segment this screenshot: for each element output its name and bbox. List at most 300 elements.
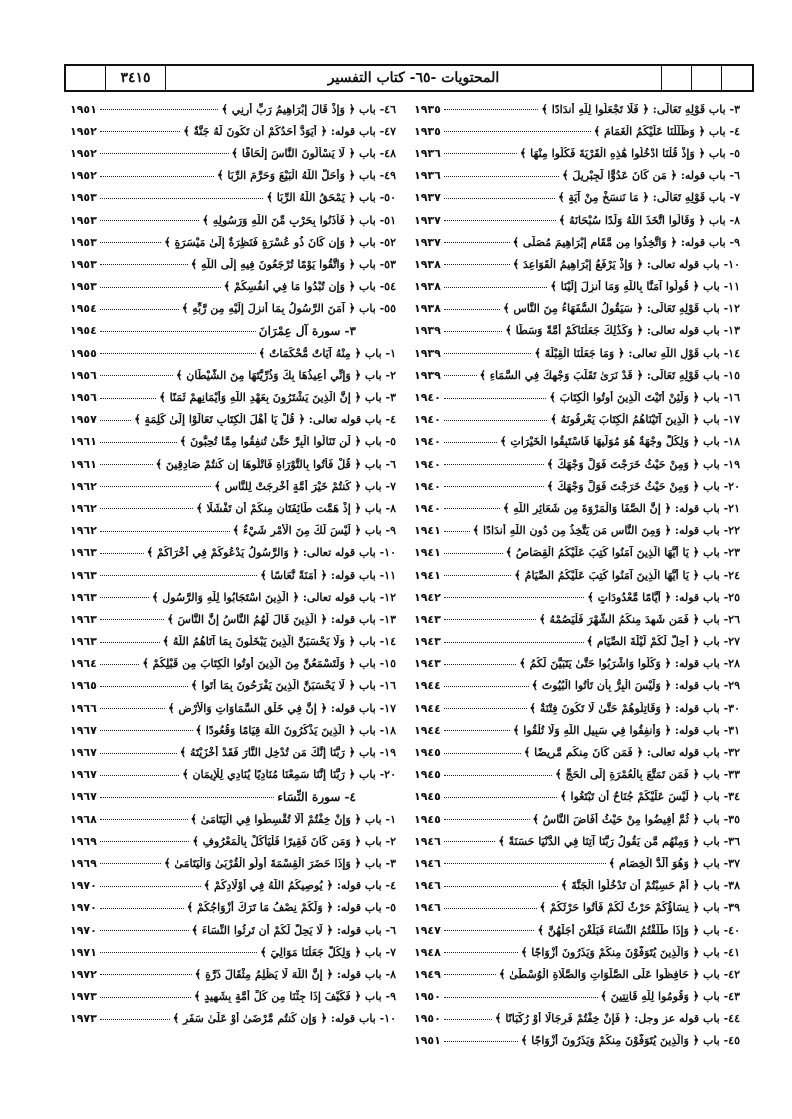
- leader-dots: [100, 397, 156, 399]
- entry-page-number: ١٩٦٣: [70, 612, 97, 626]
- toc-entry: [70, 963, 396, 985]
- entry-page-number: ١٩٣٧: [414, 235, 441, 249]
- entry-title: ٢٥- باب قوله: ﴿ أَيَّامًا مَّعْدُودَاتٍ ﴾: [587, 590, 740, 604]
- leader-dots: [444, 973, 496, 975]
- entry-page-number: ١٩٣٥: [414, 124, 441, 138]
- entry-page-number: ١٩٤٦: [414, 834, 441, 848]
- entry-page-number: ١٩٤٠: [414, 435, 441, 449]
- entry-title: ١٦- باب ﴿ وَلَئِنْ أَتَيْتَ الَّذِينَ أُوتُوا الْكِتَابَ ﴾: [549, 391, 740, 405]
- leader-dots: [100, 618, 164, 620]
- entry-title: ٣٩- باب ﴿ نِسَاؤُكُمْ حَرْثٌ لَّكُمْ فَأْتُوا حَرْثَكُمْ ﴾: [539, 901, 740, 915]
- toc-entry: [414, 520, 740, 542]
- toc-entry: [70, 564, 396, 586]
- entry-page-number: ١٩٤٠: [414, 457, 441, 471]
- toc-entry: [70, 165, 396, 187]
- entry-page-number: ١٩٣٥: [414, 102, 441, 116]
- leader-dots: [100, 796, 274, 798]
- entry-page-number: ١٩٣٦: [414, 169, 441, 183]
- entry-title: ٢٣- باب ﴿ يَا أَيُّهَا الَّذِينَ آمَنُوا كُتِبَ عَلَيْكُمُ الْقِصَاصُ ﴾: [505, 546, 740, 560]
- header-blank-cell: [722, 66, 752, 90]
- leader-dots: [100, 596, 149, 598]
- entry-page-number: ١٩٥٢: [70, 146, 97, 160]
- entry-title: ١٤- باب قَوْلِ اللَّهِ تعالى: ﴿ وَمَا جَعَلْنَا الْقِبْلَةَ ﴾: [534, 346, 740, 360]
- leader-dots: [100, 175, 214, 177]
- entry-page-number: ١٩٥١: [414, 1034, 441, 1048]
- entry-page-number: ١٩٣٧: [414, 213, 441, 227]
- entry-title: ٦- باب ﴿ قُلْ فَأْتُوا بِالتَّوْرَاةِ فَاتْلُوهَا إِن كُنتُمْ صَادِقِينَ ﴾: [155, 457, 396, 471]
- toc-entry: [414, 808, 740, 830]
- leader-dots: [444, 286, 548, 288]
- entry-title: ١٥- باب ﴿ وَلَتَسْمَعُنَّ مِنَ الَّذِينَ أُوتُوا الْكِتَابَ مِن قَبْلِكُمْ ﴾: [142, 657, 396, 671]
- entry-title: ٢٩- باب قوله: ﴿ وَلَيْسَ الْبِرُّ بِأَن تَأْتُوا الْبُيُوتَ ﴾: [531, 679, 740, 693]
- toc-column-right: [414, 98, 740, 1052]
- entry-title: ٨- باب ﴿ وَقَالُوا اتَّخَذَ اللَّهُ وَلَدًا سُبْحَانَهُ ﴾: [558, 213, 740, 227]
- leader-dots: [444, 308, 500, 310]
- toc-entry: [414, 608, 740, 630]
- entry-page-number: ١٩٧١: [70, 945, 97, 959]
- entry-title: ٩- باب قوله: ﴿ وَاتَّخِذُوا مِن مَّقَامِ إِبْرَاهِيمَ مُصَلًّى ﴾: [512, 235, 740, 249]
- entry-page-number: ١٩٤٤: [414, 723, 441, 737]
- entry-title: ١٢- باب قَوْلِهِ تَعَالَى: ﴿ سَيَقُولُ السُّفَهَاءُ مِنَ النَّاسِ ﴾: [503, 302, 740, 316]
- entry-title: ٤١- باب ﴿ وَالَّذِينَ يُتَوَفَّوْنَ مِنكُمْ وَيَذَرُونَ أَزْوَاجًا ﴾: [520, 945, 740, 959]
- section-page: ١٩٥٤: [70, 324, 97, 338]
- leader-dots: [100, 907, 184, 909]
- leader-dots: [100, 507, 193, 509]
- entry-page-number: ١٩٦٧: [70, 768, 97, 782]
- entry-title: ٥١- باب ﴿ فَأْذَنُوا بِحَرْبٍ مِّنَ اللَّهِ وَرَسُولِهِ ﴾: [202, 213, 396, 227]
- entry-title: ١٣- باب قوله تعالى: ﴿ وَكَذَٰلِكَ جَعَلْنَاكُمْ أُمَّةً وَسَطًا ﴾: [505, 324, 740, 338]
- entry-title: ١٢- باب قوله تعالى: ﴿ الَّذِينَ اسْتَجَابُوا لِلَّهِ وَالرَّسُولِ ﴾: [151, 590, 396, 604]
- entry-page-number: ١٩٤٥: [414, 768, 441, 782]
- entry-title: ١٩- باب ﴿ رَبَّنَا إِنَّكَ مَن تُدْخِلِ النَّارَ فَقَدْ أَخْزَيْتَهُ ﴾: [179, 746, 396, 760]
- toc-entry: [70, 542, 396, 564]
- toc-entry: [70, 253, 396, 275]
- leader-dots: [100, 241, 161, 243]
- toc-entry: [70, 741, 396, 763]
- entry-title: ٤٤- باب قوله عز وجل: ﴿ فَإِنْ خِفْتُمْ فَرِجَالًا أَوْ رُكْبَانًا ﴾: [495, 1012, 740, 1026]
- entry-page-number: ١٩٦٩: [70, 856, 97, 870]
- toc-entry: [70, 875, 396, 897]
- entry-title: ٢- باب ﴿ وَمَن كَانَ فَقِيرًا فَلْيَأْكُلْ بِالْمَعْرُوفِ ﴾: [192, 834, 396, 848]
- leader-dots: [100, 752, 177, 754]
- entry-page-number: ١٩٤١: [414, 546, 441, 560]
- toc-entry: [70, 830, 396, 852]
- leader-dots: [444, 951, 518, 953]
- entry-page-number: ١٩٥٣: [70, 257, 97, 271]
- toc-entry: [414, 564, 740, 586]
- leader-dots: [444, 197, 555, 199]
- entry-page-number: ١٩٥٥: [70, 346, 97, 360]
- entry-page-number: ١٩٣٨: [414, 280, 441, 294]
- entry-title: ١٨- باب ﴿ الَّذِينَ يَذْكُرُونَ اللَّهَ قِيَامًا وَقُعُودًا ﴾: [195, 723, 396, 737]
- toc-entry: [414, 741, 740, 763]
- toc-entry: [70, 808, 396, 830]
- entry-page-number: ١٩٥١: [70, 102, 97, 116]
- entry-page-number: ١٩٦٣: [70, 568, 97, 582]
- entry-page-number: ١٩٦٦: [70, 701, 97, 715]
- entry-title: ١٠- باب قوله تعالى: ﴿ وَإِذْ يَرْفَعُ إِبْرَاهِيمُ الْقَوَاعِدَ ﴾: [512, 257, 740, 271]
- leader-dots: [100, 885, 201, 887]
- toc-entry: [414, 897, 740, 919]
- entry-title: ٢٧- باب ﴿ أُحِلَّ لَكُمْ لَيْلَةَ الصِّيَامِ ﴾: [586, 635, 740, 649]
- toc-entry: [70, 453, 396, 475]
- entry-title: ٣- باب ﴿ إِنَّ الَّذِينَ يَشْتَرُونَ بِعَهْدِ اللَّهِ وَأَيْمَانِهِمْ ثَمَنًا ﴾: [159, 391, 396, 405]
- toc-entry: [414, 120, 740, 142]
- entry-title: ١٤- باب ﴿ وَلَا يَحْسَبَنَّ الَّذِينَ يَبْخَلُونَ بِمَا آتَاهُمُ اللَّهُ ﴾: [162, 635, 396, 649]
- entry-page-number: ١٩٤٤: [414, 679, 441, 693]
- entry-title: ٥٢- باب ﴿ وَإِن كَانَ ذُو عُسْرَةٍ فَنَظِرَةٌ إِلَىٰ مَيْسَرَةٍ ﴾: [164, 235, 396, 249]
- entry-page-number: ١٩٦٢: [70, 501, 97, 515]
- entry-page-number: ١٩٦٢: [70, 479, 97, 493]
- entry-page-number: ١٩٦٢: [70, 524, 97, 538]
- toc-entry: [414, 231, 740, 253]
- entry-title: ١١- باب ﴿ قُولُوا آمَنَّا بِاللَّهِ وَمَا أُنزِلَ إِلَيْنَا ﴾: [550, 280, 740, 294]
- toc-entry: [414, 764, 740, 786]
- toc-entry: [414, 786, 740, 808]
- entry-page-number: ١٩٥٢: [70, 124, 97, 138]
- toc-entry: [414, 542, 740, 564]
- entry-title: ٧- باب ﴿ وَلِكُلٍّ جَعَلْنَا مَوَالِيَ ﴾: [260, 945, 396, 959]
- entry-page-number: ١٩٤٩: [414, 967, 441, 981]
- leader-dots: [444, 108, 539, 110]
- leader-dots: [100, 840, 189, 842]
- entry-title: ٣٥- باب ﴿ ثُمَّ أَفِيضُوا مِنْ حَيْثُ أَفَاضَ النَّاسُ ﴾: [532, 812, 740, 826]
- toc-entry: [414, 497, 740, 519]
- leader-dots: [100, 552, 144, 554]
- entry-title: ٤٠- باب ﴿ وَإِذَا طَلَّقْتُمُ النِّسَاءَ فَبَلَغْنَ أَجَلَهُنَّ ﴾: [537, 923, 740, 937]
- entry-page-number: ١٩٤٠: [414, 391, 441, 405]
- toc-entry: [414, 852, 740, 874]
- leader-dots: [444, 330, 502, 332]
- entry-title: ١٧- باب قوله: ﴿ إِنَّ فِي خَلْقِ السَّمَاوَاتِ وَالْأَرْضِ ﴾: [168, 701, 396, 715]
- toc-entry: [414, 165, 740, 187]
- toc-entry: [414, 986, 740, 1008]
- surah-heading-nisa: [70, 786, 396, 808]
- section-title: ٣- سورة آل عِمْرَانَ: [258, 323, 356, 338]
- toc-entry: [414, 631, 740, 653]
- toc-entry: [70, 120, 396, 142]
- entry-page-number: ١٩٣٩: [414, 346, 441, 360]
- entry-title: ٣٦- باب ﴿ وَمِنْهُم مَّن يَقُولُ رَبَّنَا آتِنَا فِي الدُّنْيَا حَسَنَةً ﴾: [498, 834, 740, 848]
- entry-title: ٨- باب ﴿ إِذْ هَمَّت طَّائِفَتَانِ مِنكُمْ أَن تَفْشَلَا ﴾: [196, 501, 396, 515]
- toc-entry: [414, 209, 740, 231]
- entry-title: ٤٦- باب ﴿ وَإِذْ قَالَ إِبْرَاهِيمُ رَبِّ أَرِنِي ﴾: [221, 102, 396, 116]
- entry-page-number: ١٩٤٠: [414, 479, 441, 493]
- toc-entry: [70, 497, 396, 519]
- toc-entry: [70, 209, 396, 231]
- entry-title: ٧- باب قَوْلِهِ تَعَالَى: ﴿ مَا نَنسَخْ مِنْ آيَةٍ ﴾: [558, 191, 740, 205]
- toc-entry: [70, 364, 396, 386]
- toc-entry: [70, 986, 396, 1008]
- leader-dots: [100, 463, 153, 465]
- entry-page-number: ١٩٥٧: [70, 413, 97, 427]
- entry-title: ١٣- باب قوله: ﴿ الَّذِينَ قَالَ لَهُمُ النَّاسُ إِنَّ النَّاسَ ﴾: [167, 612, 396, 626]
- entry-title: ٥٤- باب ﴿ وَإِن تُبْدُوا مَا فِي أَنفُسِكُمْ ﴾: [223, 280, 396, 294]
- toc-entry: [70, 431, 396, 453]
- toc-entry: [414, 364, 740, 386]
- entry-page-number: ١٩٣٩: [414, 324, 441, 338]
- entry-page-number: ١٩٤٠: [414, 413, 441, 427]
- entry-page-number: ١٩٧٠: [70, 879, 97, 893]
- entry-page-number: ١٩٥٣: [70, 191, 97, 205]
- leader-dots: [444, 352, 532, 354]
- entry-page-number: ١٩٦٩: [70, 834, 97, 848]
- entry-page-number: ١٩٤٥: [414, 790, 441, 804]
- toc-entry: [414, 453, 740, 475]
- leader-dots: [100, 419, 131, 421]
- entry-page-number: ١٩٦٤: [70, 657, 97, 671]
- leader-dots: [444, 707, 527, 709]
- toc-entry: [70, 719, 396, 741]
- entry-page-number: ١٩٧٠: [70, 901, 97, 915]
- header-blank-cell: [662, 66, 692, 90]
- entry-title: ٧- باب ﴿ كُنتُمْ خَيْرَ أُمَّةٍ أُخْرِجَتْ لِلنَّاسِ ﴾: [214, 479, 396, 493]
- toc-entry: [70, 697, 396, 719]
- toc-entry: [414, 409, 740, 431]
- entry-page-number: ١٩٤٧: [414, 923, 441, 937]
- leader-dots: [444, 1018, 492, 1020]
- leader-dots: [444, 729, 510, 731]
- toc-entry: [70, 941, 396, 963]
- entry-page-number: ١٩٥٦: [70, 391, 97, 405]
- entry-page-number: ١٩٤٦: [414, 901, 441, 915]
- entry-title: ٣- باب قَوْلِهِ تَعَالَى: ﴿ فَلَا تَجْعَلُوا لِلَّهِ أَندَادًا ﴾: [541, 102, 740, 116]
- toc-entry: [70, 520, 396, 542]
- entry-title: ٥٥- باب ﴿ آمَنَ الرَّسُولُ بِمَا أُنزِلَ إِلَيْهِ مِن رَّبِّهِ ﴾: [181, 302, 396, 316]
- leader-dots: [100, 263, 188, 265]
- entry-page-number: ١٩٥٠: [414, 990, 441, 1004]
- leader-dots: [444, 618, 536, 620]
- toc-entry: [414, 1008, 740, 1030]
- entry-title: ٢٤- باب ﴿ يَا أَيُّهَا الَّذِينَ آمَنُوا كُتِبَ عَلَيْكُمُ الصِّيَامُ ﴾: [514, 568, 740, 582]
- entry-page-number: ١٩٤٨: [414, 945, 441, 959]
- leader-dots: [444, 1040, 518, 1042]
- entry-title: ٨- باب قوله: ﴿ إِنَّ اللَّهَ لَا يَظْلِمُ مِثْقَالَ ذَرَّةٍ ﴾: [194, 967, 396, 981]
- entry-page-number: ١٩٤٥: [414, 746, 441, 760]
- leader-dots: [444, 463, 544, 465]
- leader-dots: [444, 885, 558, 887]
- header-blank-cell: [692, 66, 722, 90]
- toc-entry: [70, 298, 396, 320]
- toc-entry: [70, 231, 396, 253]
- leader-dots: [100, 951, 257, 953]
- entry-page-number: ١٩٦٣: [70, 590, 97, 604]
- leader-dots: [100, 308, 179, 310]
- entry-title: ٦- باب قوله: ﴿ مَن كَانَ عَدُوًّا لِّجِبْرِيلَ ﴾: [562, 169, 740, 183]
- entry-title: ١٥- باب قَوْلِهِ تَعَالَى: ﴿ قَدْ نَرَىٰ تَقَلُّبَ وَجْهِكَ فِي السَّمَاءِ ﴾: [479, 368, 740, 382]
- toc-entry: [414, 342, 740, 364]
- entry-page-number: ١٩٤١: [414, 568, 441, 582]
- toc-entry: [414, 675, 740, 697]
- entry-title: ١٧- باب ﴿ الَّذِينَ آتَيْنَاهُمُ الْكِتَابَ يَعْرِفُونَهُ ﴾: [550, 413, 740, 427]
- toc-entry: [70, 409, 396, 431]
- entry-title: ٢١- باب قوله: ﴿ إِنَّ الصَّفَا وَالْمَرْوَةَ مِن شَعَائِرِ اللَّهِ ﴾: [502, 501, 740, 515]
- toc-entry: [70, 342, 396, 364]
- entry-page-number: ١٩٦٥: [70, 679, 97, 693]
- entry-page-number: ١٩٤٣: [414, 635, 441, 649]
- toc-entry: [70, 764, 396, 786]
- leader-dots: [444, 175, 559, 177]
- leader-dots: [444, 530, 470, 532]
- entry-title: ٩- باب ﴿ لَيْسَ لَكَ مِنَ الْأَمْرِ شَيْءٌ ﴾: [232, 524, 396, 538]
- leader-dots: [444, 574, 512, 576]
- header-page-number: ٣٤١٥: [106, 66, 166, 90]
- entry-title: ١١- باب قوله: ﴿ أَمَنَةً نُّعَاسًا ﴾: [260, 568, 396, 582]
- entry-page-number: ١٩٣٨: [414, 302, 441, 316]
- leader-dots: [444, 907, 537, 909]
- entry-title: ٣- باب ﴿ وَإِذَا حَضَرَ الْقِسْمَةَ أُولُو الْقُرْبَىٰ وَالْيَتَامَىٰ ﴾: [164, 856, 396, 870]
- toc-entry: [414, 875, 740, 897]
- leader-dots: [100, 130, 180, 132]
- leader-dots: [100, 929, 189, 931]
- entry-page-number: ١٩٥٣: [70, 213, 97, 227]
- leader-dots: [444, 507, 500, 509]
- entry-page-number: ١٩٤٦: [414, 856, 441, 870]
- entry-page-number: ١٩٤٣: [414, 612, 441, 626]
- entry-title: ٥٣- باب ﴿ وَاتَّقُوا يَوْمًا تُرْجَعُونَ فِيهِ إِلَى اللَّهِ ﴾: [190, 257, 396, 271]
- toc-entry: [70, 608, 396, 630]
- entry-title: ١٩- باب ﴿ وَمِنْ حَيْثُ خَرَجْتَ فَوَلِّ وَجْهَكَ ﴾: [546, 457, 740, 471]
- entry-title: ٥- باب قوله: ﴿ وَلَكُمْ نِصْفُ مَا تَرَكَ أَزْوَاجُكُمْ ﴾: [186, 901, 396, 915]
- header-title: المحتويات -٦٥- كتاب التفسير: [166, 66, 662, 90]
- page-header: [64, 64, 754, 92]
- entry-page-number: ١٩٣٧: [414, 191, 441, 205]
- section-page: ١٩٦٧: [70, 790, 97, 804]
- entry-title: ٢٢- باب قوله: ﴿ وَمِنَ النَّاسِ مَن يَتَّخِذُ مِن دُونِ اللَّهِ أَندَادًا ﴾: [472, 524, 740, 538]
- entry-title: ٤٨- باب ﴿ لَا يَسْأَلُونَ النَّاسَ إِلْحَافًا ﴾: [231, 146, 396, 160]
- entry-page-number: ١٩٦٧: [70, 723, 97, 737]
- entry-page-number: ١٩٣٦: [414, 146, 441, 160]
- entry-title: ٥٠- باب ﴿ يَمْحَقُ اللَّهُ الرِّبَا ﴾: [266, 191, 396, 205]
- leader-dots: [444, 219, 556, 221]
- entry-page-number: ١٩٤٢: [414, 590, 441, 604]
- leader-dots: [100, 286, 221, 288]
- leader-dots: [100, 973, 192, 975]
- entry-title: ٤- باب قوله: ﴿ يُوصِيكُمُ اللَّهُ فِي أَوْلَادِكُمْ ﴾: [203, 879, 396, 893]
- leader-dots: [100, 374, 173, 376]
- toc-page: [64, 64, 754, 1104]
- entry-page-number: ١٩٤٠: [414, 501, 441, 515]
- leader-dots: [100, 707, 165, 709]
- toc-entry: [70, 897, 396, 919]
- leader-dots: [100, 197, 264, 199]
- leader-dots: [100, 152, 229, 154]
- leader-dots: [100, 818, 188, 820]
- leader-dots: [100, 996, 191, 998]
- entry-page-number: ١٩٤٦: [414, 879, 441, 893]
- toc-entry: [414, 653, 740, 675]
- leader-dots: [444, 641, 584, 643]
- entry-title: ٣٢- باب قوله تعالى: ﴿ فَمَن كَانَ مِنكُم مَّرِيضًا ﴾: [523, 746, 740, 760]
- leader-dots: [444, 596, 585, 598]
- leader-dots: [444, 796, 557, 798]
- leader-dots: [444, 441, 497, 443]
- entry-title: ١٨- باب ﴿ وَلِكُلٍّ وِجْهَةٌ هُوَ مُوَلِّيهَا فَاسْتَبِقُوا الْخَيْرَاتِ ﴾: [500, 435, 740, 449]
- toc-entry: [414, 98, 740, 120]
- entry-page-number: ١٩٥٤: [70, 302, 97, 316]
- leader-dots: [100, 663, 140, 665]
- leader-dots: [100, 729, 193, 731]
- entry-title: ٣٨- باب ﴿ أَمْ حَسِبْتُمْ أَن تَدْخُلُوا الْجَنَّةَ ﴾: [560, 879, 740, 893]
- toc-entry: [70, 631, 396, 653]
- leader-dots: [444, 130, 591, 132]
- entry-page-number: ١٩٥٠: [414, 1012, 441, 1026]
- toc-entry: [414, 1030, 740, 1052]
- entry-title: ١- باب ﴿ مِنْهُ آيَاتٌ مُّحْكَمَاتٌ ﴾: [258, 346, 396, 360]
- toc-entry: [70, 475, 396, 497]
- leader-dots: [100, 108, 219, 110]
- leader-dots: [100, 1018, 170, 1020]
- leader-dots: [100, 574, 257, 576]
- toc-entry: [70, 187, 396, 209]
- entry-title: ٤٥- باب ﴿ وَالَّذِينَ يُتَوَفَّوْنَ مِنكُمْ وَيَذَرُونَ أَزْوَاجًا ﴾: [520, 1034, 740, 1048]
- leader-dots: [444, 263, 510, 265]
- leader-dots: [100, 441, 177, 443]
- entry-page-number: ١٩٥٦: [70, 368, 97, 382]
- entry-page-number: ١٩٦٣: [70, 546, 97, 560]
- leader-dots: [444, 840, 495, 842]
- leader-dots: [100, 685, 188, 687]
- leader-dots: [444, 774, 552, 776]
- leader-dots: [444, 752, 521, 754]
- toc-column-left: [70, 98, 396, 1030]
- entry-page-number: ١٩٣٩: [414, 368, 441, 382]
- entry-title: ١- باب ﴿ وَإِنْ خِفْتُمْ أَلَّا تُقْسِطُوا فِي الْيَتَامَىٰ ﴾: [190, 812, 396, 826]
- entry-page-number: ١٩٧٣: [70, 990, 97, 1004]
- entry-title: ٥- باب ﴿ وَإِذْ قُلْنَا ادْخُلُوا هَٰذِهِ الْقَرْيَةَ فَكُلُوا مِنْهَا ﴾: [519, 146, 740, 160]
- leader-dots: [444, 485, 544, 487]
- toc-entry: [70, 386, 396, 408]
- entry-page-number: ١٩٣٨: [414, 257, 441, 271]
- toc-entry: [70, 653, 396, 675]
- section-title: ٤- سورة النِّسَاء: [277, 789, 356, 804]
- toc-entry: [70, 98, 396, 120]
- toc-entry: [414, 697, 740, 719]
- entry-page-number: ١٩٦٣: [70, 635, 97, 649]
- toc-entry: [414, 253, 740, 275]
- toc-entry: [414, 431, 740, 453]
- entry-page-number: ١٩٤١: [414, 524, 441, 538]
- entry-page-number: ١٩٦٨: [70, 812, 97, 826]
- toc-entry: [70, 852, 396, 874]
- entry-page-number: ١٩٤٣: [414, 657, 441, 671]
- leader-dots: [444, 419, 548, 421]
- leader-dots: [100, 774, 179, 776]
- leader-dots: [444, 929, 535, 931]
- toc-entry: [414, 475, 740, 497]
- leader-dots: [444, 374, 477, 376]
- entry-title: ٤٩- باب ﴿ وَأَحَلَّ اللَّهُ الْبَيْعَ وَحَرَّمَ الرِّبَا ﴾: [217, 169, 396, 183]
- leader-dots: [444, 552, 503, 554]
- leader-dots: [100, 641, 160, 643]
- entry-page-number: ١٩٦١: [70, 435, 97, 449]
- entry-page-number: ١٩٥٢: [70, 169, 97, 183]
- toc-entry: [70, 586, 396, 608]
- entry-title: ٤٢- باب ﴿ حَافِظُوا عَلَى الصَّلَوَاتِ وَالصَّلَاةِ الْوُسْطَىٰ ﴾: [498, 967, 740, 981]
- toc-entry: [414, 719, 740, 741]
- toc-entry: [70, 675, 396, 697]
- leader-dots: [100, 219, 200, 221]
- entry-title: ٥- باب ﴿ لَن تَنَالُوا الْبِرَّ حَتَّىٰ تُنفِقُوا مِمَّا تُحِبُّونَ ﴾: [179, 435, 396, 449]
- leader-dots: [444, 862, 606, 864]
- toc-entry: [414, 276, 740, 298]
- leader-dots: [444, 685, 529, 687]
- entry-page-number: ١٩٥٣: [70, 235, 97, 249]
- toc-entry: [414, 320, 740, 342]
- entry-title: ٢٠- باب ﴿ رَبَّنَا إِنَّنَا سَمِعْنَا مُنَادِيًا يُنَادِي لِلْإِيمَانِ ﴾: [182, 768, 396, 782]
- entry-title: ٤٧- باب قوله: ﴿ أَيَوَدُّ أَحَدُكُمْ أَن تَكُونَ لَهُ جَنَّةٌ ﴾: [183, 124, 396, 138]
- toc-entry: [414, 830, 740, 852]
